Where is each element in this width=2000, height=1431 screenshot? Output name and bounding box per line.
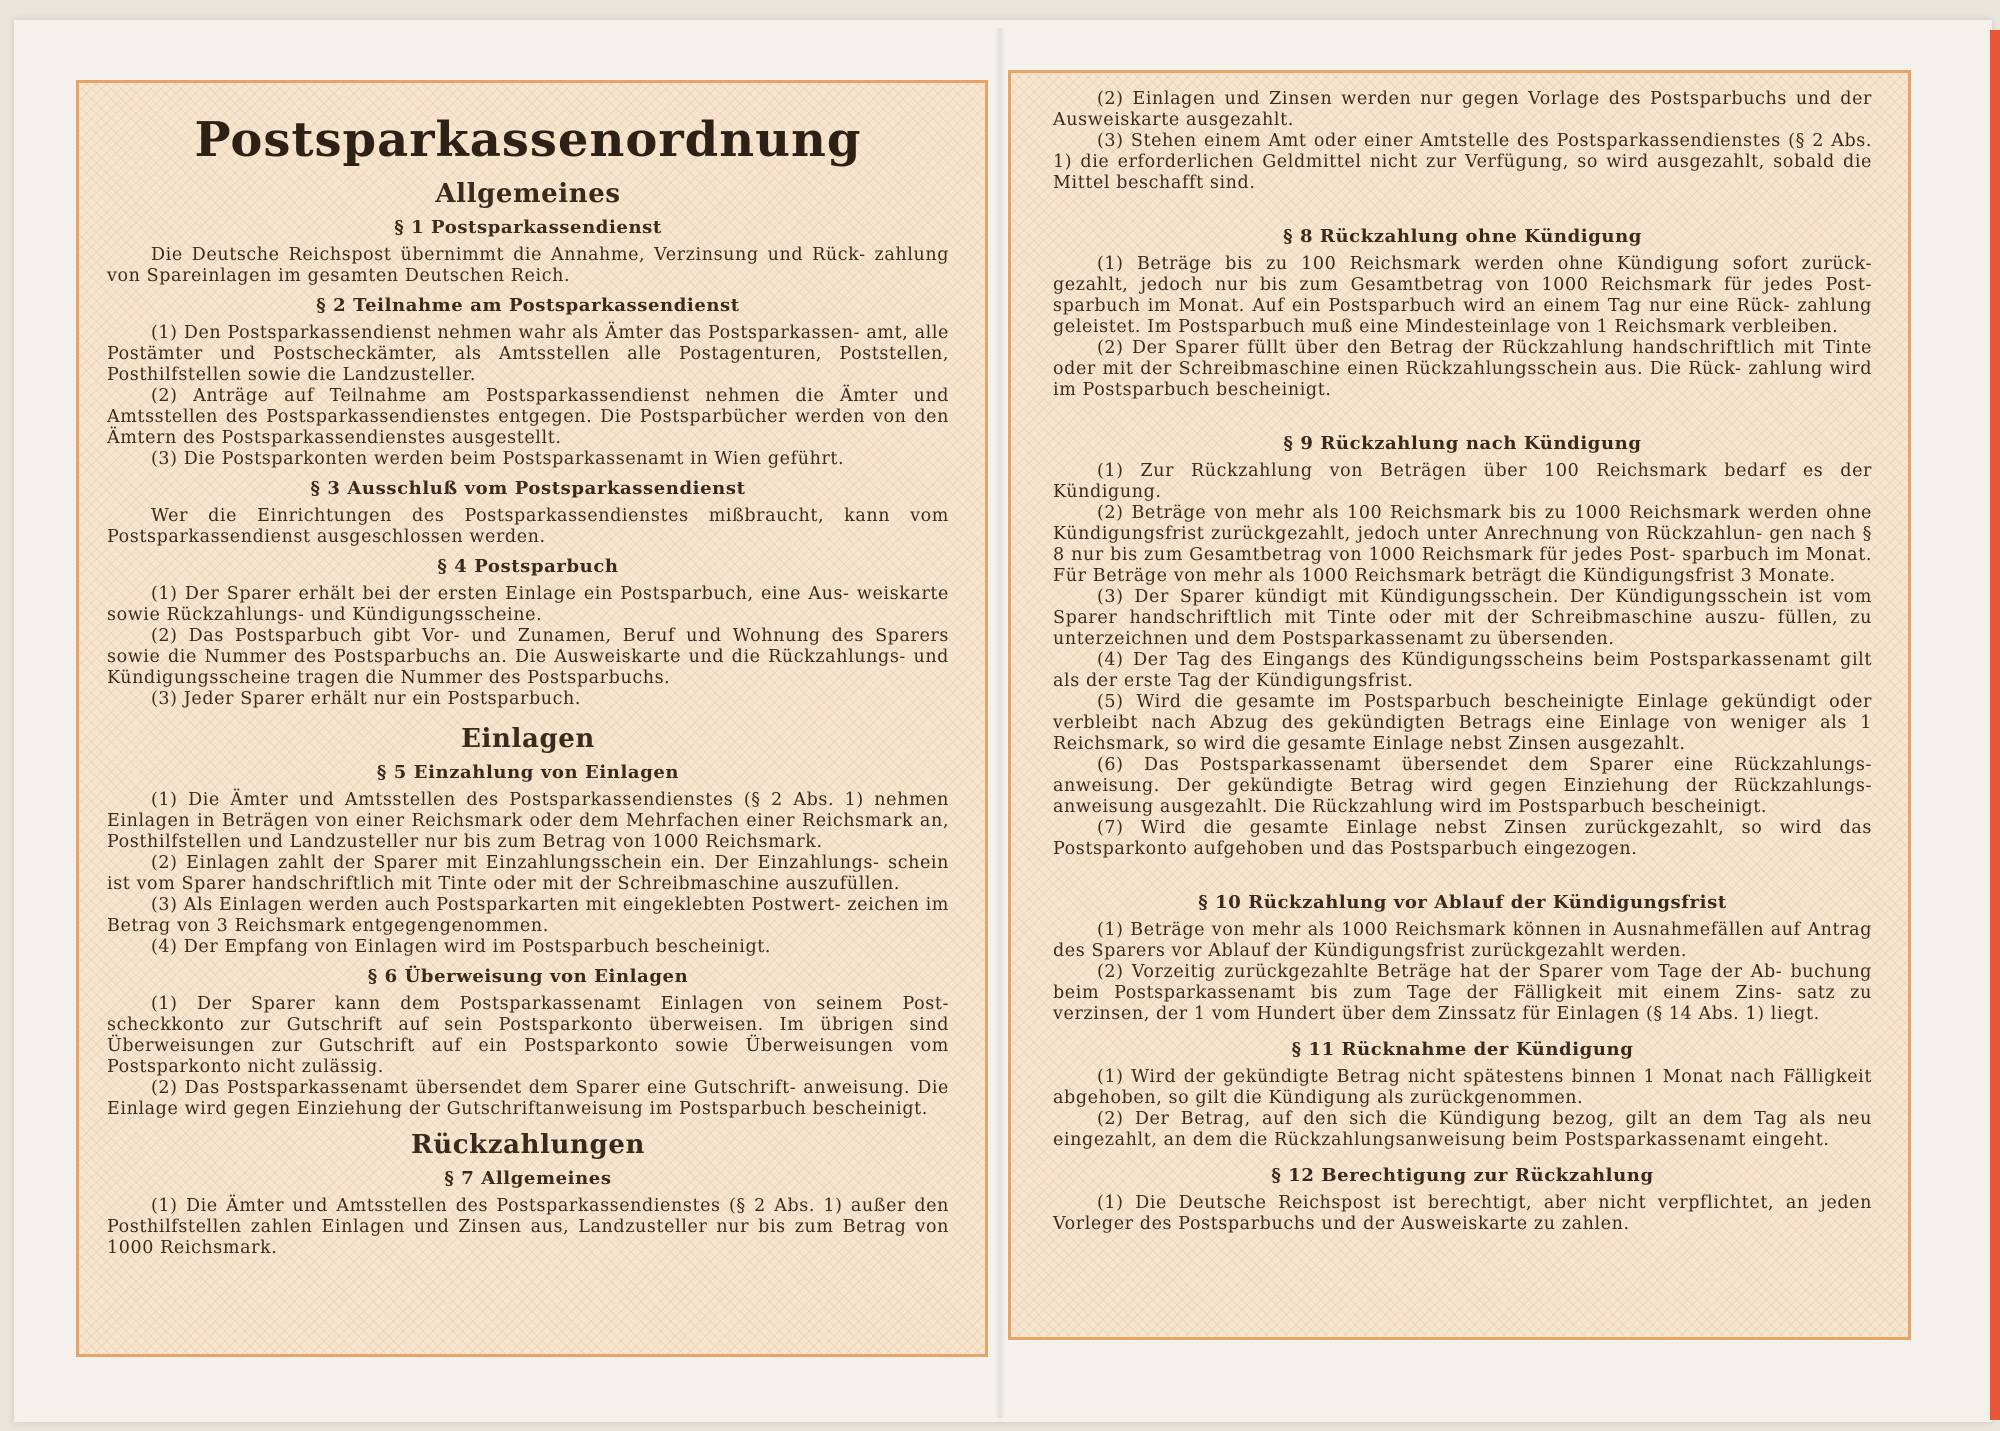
section-6-paragraph-2: (2) Das Postsparkassenamt übersendet dem Sparer eine Gutschrift- anweisung. Die Einlage wird gegen Einziehung der Gutschriftanweisung im Postsparbuch bescheinigt. xyxy=(107,1078,949,1119)
section-heading-8: § 8 Rückzahlung ohne Kündigung xyxy=(1283,226,1642,247)
document-title: Postsparkassenordnung xyxy=(194,112,862,168)
spacer xyxy=(1053,860,1872,884)
section-7-paragraph-3: (3) Stehen einem Amt oder einer Amtstelle des Postsparkassendienstes (§ 2 Abs. 1) die erforderlichen Geldmittel nicht zur Verfügung, so wird ausgezahlt, sobald die Mittel beschafft sind. xyxy=(1053,131,1872,193)
section-heading-9: § 9 Rückzahlung nach Kündigung xyxy=(1283,433,1642,454)
section-4-paragraph-1: (1) Der Sparer erhält bei der ersten Einlage ein Postsparbuch, eine Aus- weiskarte sowie Rückzahlungs- und Kündigungsscheine. xyxy=(107,584,949,625)
section-9-paragraph-1: (1) Zur Rückzahlung von Beträgen über 100 Reichsmark bedarf es der Kündigung. xyxy=(1053,461,1872,502)
section-10-paragraph-1: (1) Beträge von mehr als 1000 Reichsmark können in Ausnahmefällen auf Antrag des Sparers vor Ablauf der Kündigungsfrist zurückgezahlt werden. xyxy=(1053,920,1872,961)
section-8-paragraph-2: (2) Der Sparer füllt über den Betrag der Rückzahlung handschriftlich mit Tinte oder mit der Schreibmaschine einen Rückzahlungsschein aus. Die Rück- zahlung wird im Postsparbuch bescheinigt. xyxy=(1053,338,1872,400)
section-heading-5: § 5 Einzahlung von Einlagen xyxy=(376,762,680,783)
section-9-paragraph-7: (7) Wird die gesamte Einlage nebst Zinsen zurückgezahlt, so wird das Postsparkonto aufgehoben und das Postsparbuch eingezogen. xyxy=(1053,818,1872,859)
part-heading-allgemeines: Allgemeines xyxy=(435,179,621,209)
section-heading-7: § 7 Allgemeines xyxy=(444,1168,612,1189)
section-9-paragraph-4: (4) Der Tag des Eingangs des Kündigungsscheins beim Postsparkassenamt gilt als der erste Tag der Kündigungsfrist. xyxy=(1053,650,1872,691)
section-5-paragraph-1: (1) Die Ämter und Amtsstellen des Postsparkassendienstes (§ 2 Abs. 1) nehmen Einlagen in Beträgen von einer Reichsmark oder dem Mehrfachen einer Reichsmark an, Posthilfstellen und Landzusteller nur bis zum Betrag von 1000 Reichsmark. xyxy=(107,790,949,852)
section-10-paragraph-2: (2) Vorzeitig zurückgezahlte Beträge hat der Sparer vom Tage der Ab- buchung beim Postsparkassenamt bis zum Tage der Fälligkeit mit einem Zins- satz zu verzinsen, der 1 vom Hundert über dem Zinssatz für Einlagen (§ 14 Abs. 1) liegt. xyxy=(1053,962,1872,1024)
right-page-content xyxy=(1053,89,1872,1235)
part-heading-einlagen: Einlagen xyxy=(461,724,595,754)
center-fold xyxy=(995,28,1005,1418)
section-heading-3: § 3 Ausschluß vom Postsparkassendienst xyxy=(310,478,746,499)
section-11-paragraph-2: (2) Der Betrag, auf den sich die Kündigung bezog, gilt an dem Tag als neu eingezahlt, an dem die Rückzahlungsanweisung beim Postsparkassenamt eingeht. xyxy=(1053,1109,1872,1150)
section-heading-6: § 6 Überweisung von Einlagen xyxy=(367,966,689,987)
section-heading-10: § 10 Rückzahlung vor Ablauf der Kündigungsfrist xyxy=(1198,892,1727,913)
part-heading-rueckzahlungen: Rückzahlungen xyxy=(411,1130,645,1160)
section-7-paragraph-2: (2) Einlagen und Zinsen werden nur gegen Vorlage des Postsparbuchs und der Ausweiskarte ausgezahlt. xyxy=(1053,89,1872,130)
section-heading-11: § 11 Rücknahme der Kündigung xyxy=(1291,1039,1634,1060)
section-3-paragraph: Wer die Einrichtungen des Postsparkassendienstes mißbraucht, kann vom Postsparkassendienst ausgeschlossen werden. xyxy=(107,506,949,547)
section-5-paragraph-2: (2) Einlagen zahlt der Sparer mit Einzahlungsschein ein. Der Einzahlungs- schein ist vom Sparer handschriftlich mit Tinte oder mit der Schreibmaschine auszufüllen. xyxy=(107,853,949,894)
section-9-paragraph-6: (6) Das Postsparkassenamt übersendet dem Sparer eine Rückzahlungs- anweisung. Der gekündigte Betrag wird gegen Einziehung der Rückzahlungs- anweisung ausgezahlt. Die Rückzahlung wird im Postsparbuch bescheinigt. xyxy=(1053,755,1872,817)
section-heading-1: § 1 Postsparkassendienst xyxy=(394,217,662,238)
right-page-panel xyxy=(1008,70,1911,1340)
section-9-paragraph-5: (5) Wird die gesamte im Postsparbuch bescheinigte Einlage gekündigt oder verbleibt nach Abzug des gekündigten Betrags eine Einlage von weniger als 1 Reichsmark, so wird die gesamte Einlage nebst Zinsen ausgezahlt. xyxy=(1053,692,1872,754)
section-2-paragraph-3: (3) Die Postsparkonten werden beim Postsparkassenamt in Wien geführt. xyxy=(151,449,845,469)
red-cover-edge xyxy=(1990,30,2000,1420)
section-4-paragraph-3: (3) Jeder Sparer erhält nur ein Postsparbuch. xyxy=(151,689,582,709)
section-2-paragraph-2: (2) Anträge auf Teilnahme am Postsparkassendienst nehmen die Ämter und Amtsstellen des Postsparkassendienstes entgegen. Die Postsparbücher werden von den Ämtern des Postsparkassendienstes ausgestellt. xyxy=(107,386,949,448)
section-heading-2: § 2 Teilnahme am Postsparkassendienst xyxy=(316,295,740,316)
section-heading-4: § 4 Postsparbuch xyxy=(437,556,619,577)
spacer xyxy=(1053,194,1872,218)
left-page-content xyxy=(107,112,949,1259)
section-heading-12: § 12 Berechtigung zur Rückzahlung xyxy=(1271,1165,1654,1186)
section-5-paragraph-4: (4) Der Empfang von Einlagen wird im Postsparbuch bescheinigt. xyxy=(151,937,772,957)
section-1-paragraph: Die Deutsche Reichspost übernimmt die Annahme, Verzinsung und Rück- zahlung von Spareinlagen im gesamten Deutschen Reich. xyxy=(107,245,949,286)
section-12-paragraph-1: (1) Die Deutsche Reichspost ist berechtigt, aber nicht verpflichtet, an jeden Vorleger des Postsparbuchs und der Ausweiskarte zu zahlen. xyxy=(1053,1193,1872,1234)
section-9-paragraph-3: (3) Der Sparer kündigt mit Kündigungsschein. Der Kündigungsschein ist vom Sparer handschriftlich mit Tinte oder mit der Schreibmaschine auszu- füllen, zu unterzeichnen und dem Postsparkassenamt zu übersenden. xyxy=(1053,587,1872,649)
section-5-paragraph-3: (3) Als Einlagen werden auch Postsparkarten mit eingeklebten Postwert- zeichen im Betrag von 3 Reichsmark entgegengenommen. xyxy=(107,895,949,936)
section-9-paragraph-2: (2) Beträge von mehr als 100 Reichsmark bis zu 1000 Reichsmark werden ohne Kündigungsfrist zurückgezahlt, jedoch unter Anrechnung von Rückzahlun- gen nach § 8 nur bis zum Gesamtbetrag von 1000 Reichsmark für jedes Post- sparbuch im Monat. Für Beträge von mehr als 1000 Reichsmark beträgt die Kündigungsfrist 3 Monate. xyxy=(1053,503,1872,586)
left-page-panel xyxy=(76,80,988,1357)
spacer xyxy=(1053,401,1872,425)
section-2-paragraph-1: (1) Den Postsparkassendienst nehmen wahr als Ämter das Postsparkassen- amt, alle Postämter und Postscheckämter, als Amtsstellen alle Postagenturen, Poststellen, Posthilfstellen sowie die Landzusteller. xyxy=(107,323,949,385)
section-4-paragraph-2: (2) Das Postsparbuch gibt Vor- und Zunamen, Beruf und Wohnung des Sparers sowie die Nummer des Postsparbuchs an. Die Ausweiskarte und die Rückzahlungs- und Kündigungsscheine tragen die Nummer des Postsparbuchs. xyxy=(107,626,949,688)
section-8-paragraph-1: (1) Beträge bis zu 100 Reichsmark werden ohne Kündigung sofort zurück- gezahlt, jedoch nur bis zum Gesamtbetrag von 1000 Reichsmark für jedes Post- sparbuch im Monat. Auf ein Postsparbuch wird an einem Tag nur eine Rück- zahlung geleistet. Im Postsparbuch muß eine Mindesteinlage von 1 Reichsmark verbleiben. xyxy=(1053,254,1872,337)
section-11-paragraph-1: (1) Wird der gekündigte Betrag nicht spätestens binnen 1 Monat nach Fälligkeit abgehoben, so gilt die Kündigung als zurückgenommen. xyxy=(1053,1067,1872,1108)
section-6-paragraph-1: (1) Der Sparer kann dem Postsparkassenamt Einlagen von seinem Post- scheckkonto zur Gutschrift auf sein Postsparkonto überweisen. Im übrigen sind Überweisungen zur Gutschrift auf ein Postsparkonto sowie Überweisungen vom Postsparkonto nicht zulässig. xyxy=(107,994,949,1077)
section-7-paragraph-1: (1) Die Ämter und Amtsstellen des Postsparkassendienstes (§ 2 Abs. 1) außer den Posthilfstellen zahlen Einlagen und Zinsen aus, Landzusteller nur bis zum Betrag von 1000 Reichsmark. xyxy=(107,1196,949,1258)
